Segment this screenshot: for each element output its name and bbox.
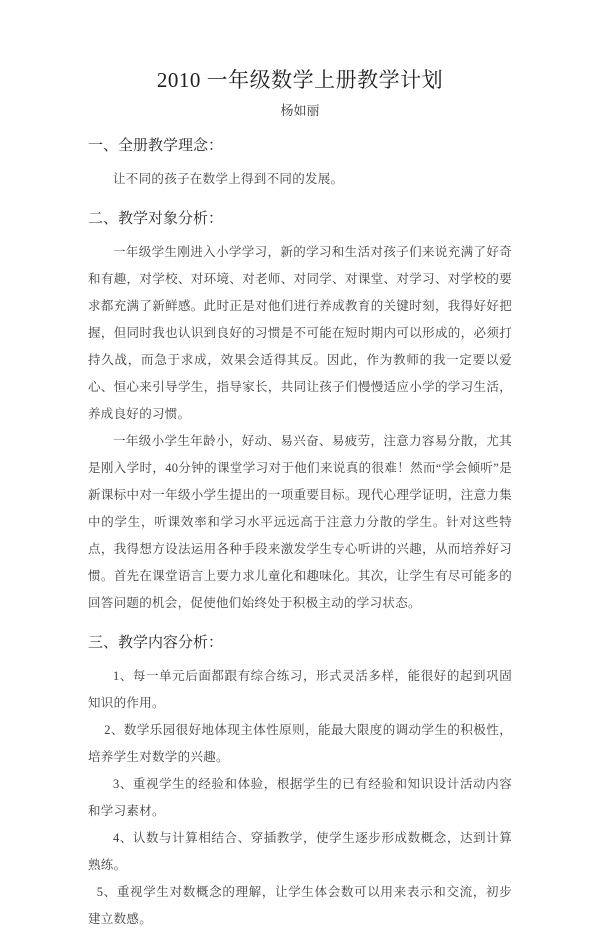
document-title: 2010 一年级数学上册教学计划: [156, 68, 444, 92]
section-teaching-philosophy: [88, 136, 512, 193]
section-heading: 二、教学对象分析：: [88, 211, 224, 227]
numbered-item: 3、重视学生的经验和体验，根据学生的已有经验和知识设计活动内容和学习素材。: [88, 777, 512, 818]
section-heading: 三、教学内容分析：: [88, 635, 224, 651]
document-author: 杨如丽: [280, 103, 320, 118]
section-content-analysis: [88, 633, 512, 933]
paragraph: 让不同的孩子在数学上得到不同的发展。: [113, 172, 344, 186]
numbered-item: 2、数学乐园很好地体现主体性原则，能最大限度的调动学生的积极性，培养学生对数学的兴趣。: [88, 723, 512, 764]
numbered-item: 1、每一单元后面都跟有综合练习，形式灵活多样，能很好的起到巩固知识的作用。: [88, 669, 512, 710]
section-heading: 一、全册教学理念：: [88, 138, 224, 154]
numbered-item: 5、重视学生对数概念的理解，让学生体会数可以用来表示和交流，初步建立数感。: [88, 885, 512, 926]
paragraph: 一年级学生刚进入小学学习，新的学习和生活对孩子们来说充满了好奇和有趣，对学校、对环境、对老师、对同学、对课堂、对学习、对学校的要求都充满了新鲜感。此时正是对他们进行养成教育的关键时刻，我得好好把握，但同时我也认识到良好的习惯是不可能在短时期内可以形成的，必须打持久战，而急于求成，效果会适得其反。因此，作为教师的我一定要以爱心、恒心来引导学生，指导家长，共同让孩子们慢慢适应小学的学习生活，养成良好的习惯。: [88, 245, 512, 421]
numbered-item: 4、认数与计算相结合、穿插教学，使学生逐步形成数概念，达到计算熟练。: [88, 831, 512, 872]
paragraph: 一年级小学生年龄小，好动、易兴奋、易疲劳，注意力容易分散，尤其是刚入学时，40分钟的课堂学习对于他们来说真的很难！然而“学会倾听”是新课标中对一年级小学生提出的一项重要目标。现代心理学证明，注意力集中的学生，听课效率和学习水平远远高于注意力分散的学生。针对这些特点，我得想方设法运用各种手段来激发学生专心听讲的兴趣，从而培养好习惯。首先在课堂语言上要力求儿童化和趣味化。其次，让学生有尽可能多的回答问题的机会，促使他们始终处于积极主动的学习状态。: [88, 434, 512, 610]
section-student-analysis: [88, 209, 512, 617]
